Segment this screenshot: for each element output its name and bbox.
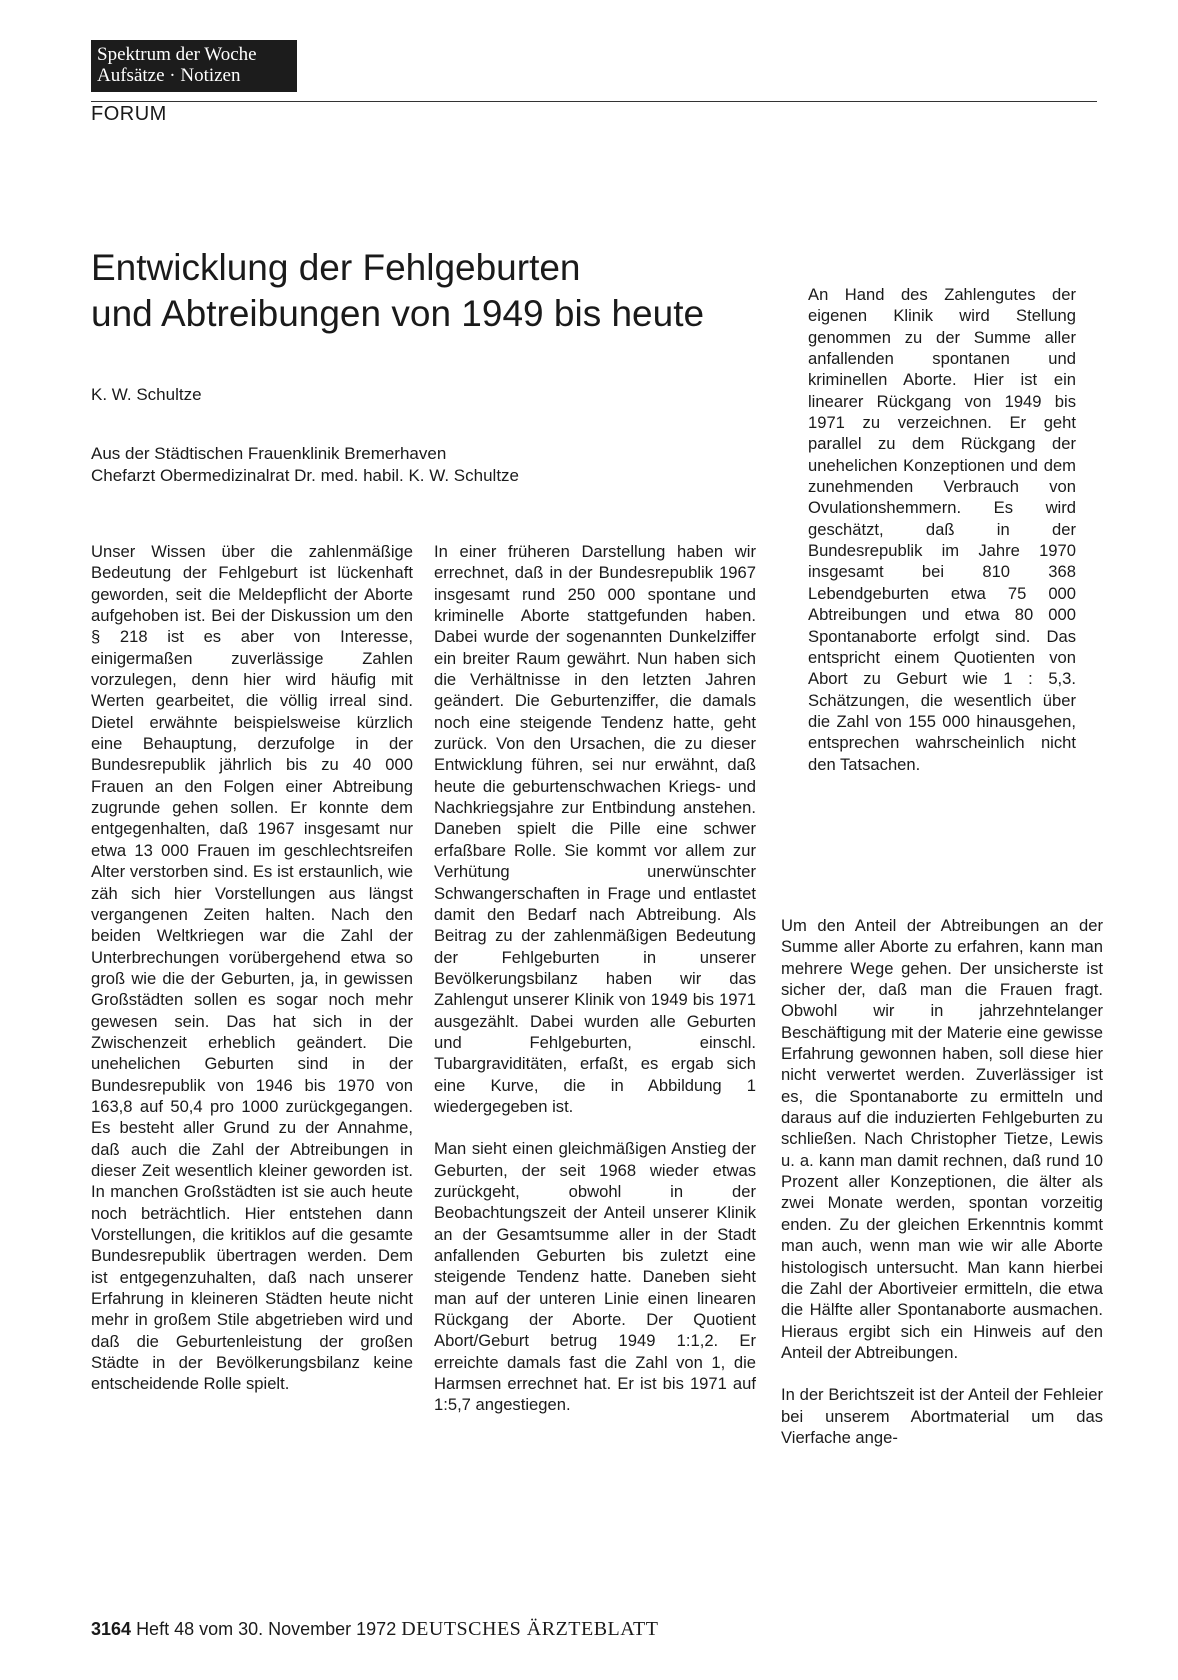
paragraph: Um den Anteil der Abtreibungen an der Summe aller Aborte zu erfahren, kann man mehrere Wege gehen. Der unsicherste ist sicher der, daß man die Frauen fragt. Obwohl wir in jahrzehntelanger Beschäftigung mit der Materie eine gewisse Erfahrung gewonnen haben, soll diese hier nicht verwertet werden. Zuverlässiger ist es, die Spontanaborte zu ermitteln und daraus auf die induzierten Fehlgeburten zu schließen. Nach Christopher Tietze, Lewis u. a. kann man damit rechnen, daß rund 10 Prozent aller Konzeptionen, die älter als zwei Monate werden, spontan vorzeitig enden. Zu der gleichen Erkenntnis kommt man auch, wenn man wie wir alle Aborte histologisch untersucht. Man kann hierbei die Zahl der Abortiveier ermitteln, die etwa die Hälfte aller Spontanaborte ausmachen. Hieraus ergibt sich ein Hinweis auf den Anteil der Abtreibungen. [781, 916, 1103, 1362]
author: K. W. Schultze [91, 385, 202, 404]
paragraph: Unser Wissen über die zahlenmäßige Bedeutung der Fehlgeburt ist lückenhaft geworden, seit die Meldepflicht der Aborte aufgehoben ist. Bei der Diskussion um den § 218 ist es aber von Interesse, einigermaßen zuverlässige Zahlen vorzulegen, denn hier wird häufig mit Werten gearbeitet, die völlig irreal sind. Dietel erwähnte beispielsweise kürzlich eine Behauptung, derzufolge in der Bundesrepublik jährlich bis zu 40 000 Frauen an den Folgen einer Abtreibung zugrunde gehen sollen. Er konnte dem entgegenhalten, daß 1967 insgesamt nur etwa 13 000 Frauen im geschlechtsreifen Alter verstorben sind. Es ist erstaunlich, wie zäh sich hier Vorstellungen aus längst vergangenen Zeiten halten. Nach den beiden Weltkriegen war die Zahl der Unterbrechungen vorübergehend etwa so groß wie die der Geburten, ja, in gewissen Großstädten sollen es sogar noch mehr gewesen sein. Das hat sich in der Zwischenzeit erheblich geändert. Die unehelichen Geburten sind in der Bundesrepublik von 1946 bis 1970 von 163,8 auf 50,4 pro 1000 zurückgegangen. Es besteht aller Grund zu der Annahme, daß auch die Zahl der Abtreibungen in dieser Zeit wesentlich kleiner geworden ist. In manchen Großstädten ist sie auch heute noch beträchtlich. Hier entstehen dann Vorstellungen, die kritiklos auf die gesamte Bundesrepublik übertragen werden. Dem ist entgegenzuhalten, daß nach unserer Erfahrung in kleineren Städten heute nicht mehr in großem Stile abgetrieben wird und daß die Geburtenleistung der großen Städte in der Bevölkerungsbilanz keine entscheidende Rolle spielt. [91, 542, 413, 1394]
abstract [808, 284, 1076, 775]
badge-line-2: Aufsätze · Notizen [97, 65, 241, 86]
column-1 [91, 541, 413, 1395]
section-badge [91, 40, 297, 92]
page-footer [91, 1618, 658, 1641]
badge-line-1: Spektrum der Woche [97, 44, 257, 65]
column-3 [781, 915, 1103, 1448]
page-number: 3164 [91, 1619, 132, 1639]
column-2 [434, 541, 756, 1416]
title-line-2: und Abtreibungen von 1949 bis heute [91, 293, 705, 334]
affiliation [91, 443, 519, 487]
paragraph: In einer früheren Darstellung haben wir errechnet, daß in der Bundesrepublik 1967 insgesamt rund 250 000 spontane und kriminelle Aborte stattgefunden haben. Dabei wurde der sogenannten Dunkelziffer ein breiter Raum gewährt. Nun haben sich die Verhältnisse in den letzten Jahren geändert. Die Geburtenziffer, die damals noch eine steigende Tendenz hatte, geht zurück. Von den Ursachen, die zu dieser Entwicklung führen, sei nur erwähnt, daß heute die geburtenschwachen Kriegs- und Nachkriegsjahre zur Entbindung anstehen. Daneben spielt die Pille eine schwer erfaßbare Rolle. Sie kommt vor allem zur Verhütung unerwünschter Schwangerschaften in Frage und entlastet damit den Bedarf nach Abtreibung. Als Beitrag zu der zahlenmäßigen Bedeutung der Fehlgeburten in unserer Bevölkerungsbilanz haben wir das Zahlengut unserer Klinik von 1949 bis 1971 ausgezählt. Dabei wurden alle Geburten und Fehlgeburten, einschl. Tubargraviditäten, erfaßt, es ergab sich eine Kurve, die in Abbildung 1 wiedergegeben ist. [434, 542, 756, 1116]
paragraph: In der Berichtszeit ist der Anteil der Fehleier bei unserem Abortmaterial um das Vierfache ange- [781, 1385, 1103, 1447]
affiliation-line-1: Aus der Städtischen Frauenklinik Bremerhaven [91, 444, 447, 463]
affiliation-line-2: Chefarzt Obermedizinalrat Dr. med. habil. K. W. Schultze [91, 466, 520, 485]
header-divider [91, 101, 1097, 102]
abstract-text: An Hand des Zahlengutes der eigenen Klinik wird Stellung genommen zu der Summe aller anfallenden spontanen und kriminellen Aborte. Hier ist ein linearer Rückgang von 1949 bis 1971 zu verzeichnen. Er geht parallel zu dem Rückgang der unehelichen Konzeptionen und dem zunehmenden Verbrauch von Ovulationshemmern. Es wird geschätzt, daß in der Bundesrepublik im Jahre 1970 insgesamt bei 810 368 Lebendgeburten etwa 75 000 Abtreibungen und etwa 80 000 Spontanaborte erfolgt sind. Das entspricht einem Quotienten von Abort zu Geburt wie 1 : 5,3. Schätzungen, die wesentlich über die Zahl von 155 000 hinausgehen, entsprechen wahrscheinlich nicht den Tatsachen. [808, 285, 1076, 774]
section-label: FORUM [91, 103, 167, 125]
paragraph: Man sieht einen gleichmäßigen Anstieg der Geburten, der seit 1968 wieder etwas zurückgeht, obwohl in der Beobachtungszeit der Anteil unserer Klinik an der Gesamtsumme aller in der Stadt anfallenden Geburten bis zuletzt eine steigende Tendenz hatte. Daneben sieht man auf der unteren Linie einen linearen Rückgang der Aborte. Der Quotient Abort/Geburt betrug 1949 1:1,2. Er erreichte damals fast die Zahl von 1, die Harmsen errechnet hat. Er ist bis 1971 auf 1:5,7 angestiegen. [434, 1139, 756, 1415]
article-title [91, 245, 791, 337]
issue-info: Heft 48 vom 30. November 1972 [136, 1619, 397, 1639]
journal-name: DEUTSCHES ÄRZTEBLATT [401, 1618, 659, 1640]
title-line-1: Entwicklung der Fehlgeburten [91, 247, 581, 288]
